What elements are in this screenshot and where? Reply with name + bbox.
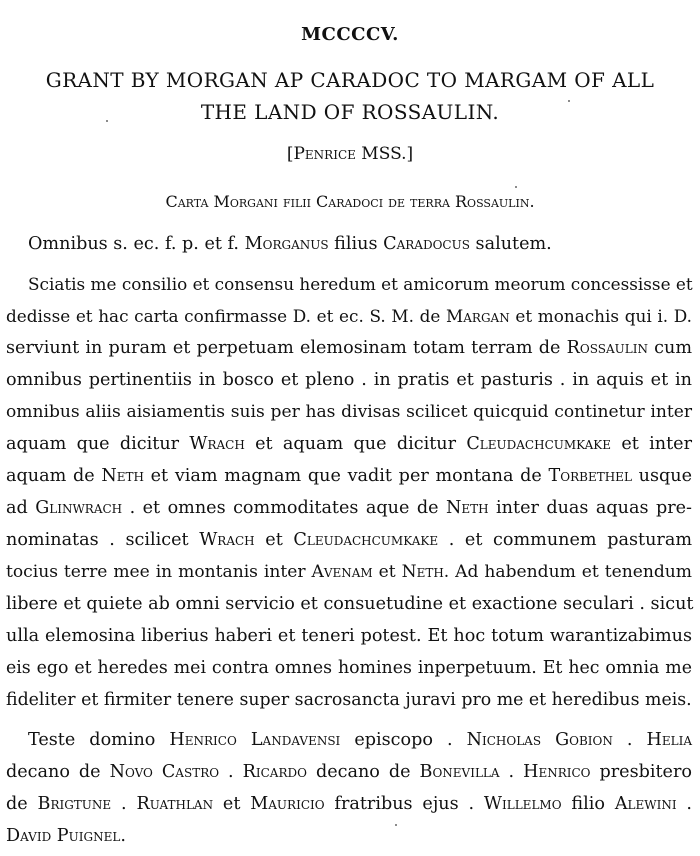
body-line-14: fideliter et firmiter tenere super sacrosancta juravi pro me et heredibus meis. xyxy=(6,690,692,710)
charter-subheading: Carta Morgani filii Caradoci de terra Rossaulin. xyxy=(165,192,535,211)
title-line-2: THE LAND OF ROSSAULIN. xyxy=(200,100,500,124)
body-line-8: ad Glinwrach . et omnes commoditates aque de Neth inter duas aquas pre- xyxy=(6,498,692,518)
title-line-1: GRANT BY MORGAN AP CARADOC TO MARGAM OF ALL xyxy=(45,68,655,92)
source-reference xyxy=(0,144,700,164)
witness-line-1: Teste domino Henrico Landavensi episcopo . Nicholas Gobion . Helia xyxy=(28,730,693,750)
body-line-4: omnibus pertinentiis in bosco et pleno . in pratis et pasturis . in aquis et in xyxy=(6,370,692,390)
body-line-11: libere et quiete ab omni servicio et consuetudine et exactione seculari . sicut xyxy=(6,594,694,614)
scan-speck xyxy=(395,824,397,826)
charter-number: MCCCCV. xyxy=(301,24,399,45)
salutation-line: Omnibus s. ec. f. p. et f. Morganus filius Caradocus salutem. xyxy=(28,234,552,254)
source-name: Penrice xyxy=(293,144,356,164)
scan-speck xyxy=(106,120,108,122)
body-line-7: aquam de Neth et viam magnam que vadit per montana de Torbethel usque xyxy=(6,466,692,486)
body-line-9: nominatas . scilicet Wrach et Cleudachcumkake . et communem pasturam xyxy=(6,530,692,550)
witness-line-2: decano de Novo Castro . Ricardo decano de Bonevilla . Henrico presbitero xyxy=(6,762,692,782)
scan-speck xyxy=(568,100,570,102)
witness-line-3: de Brigtune . Ruathlan et Mauricio fratribus ejus . Willelmo filio Alewini . xyxy=(6,794,692,814)
body-line-3: serviunt in puram et perpetuam elemosinam totam terram de Rossaulin cum xyxy=(6,338,692,358)
body-line-6: aquam que dicitur Wrach et aquam que dicitur Cleudachcumkake et inter xyxy=(6,434,692,454)
scan-speck xyxy=(515,186,517,188)
witness-line-4: David Puignel. xyxy=(6,826,126,846)
body-line-10: tocius terre mee in montanis inter Avenam et Neth. Ad habendum et tenendum xyxy=(6,562,692,582)
body-line-12: ulla elemosina liberius haberi et teneri potest. Et hoc totum warantizabimus xyxy=(6,626,692,646)
body-line-5: omnibus aliis aisiamentis suis per has divisas scilicet quicquid continetur inter xyxy=(6,402,692,422)
body-line-1: Sciatis me consilio et consensu heredum et amicorum meorum concessisse et xyxy=(28,274,693,294)
body-line-13: eis ego et heredes mei contra omnes homines inperpetuum. Et hec omnia me xyxy=(6,658,692,678)
source-bracket: [ xyxy=(286,144,294,164)
source-rest: MSS.] xyxy=(355,144,414,164)
body-line-2: dedisse et hac carta confirmasse D. et ec. S. M. de Margan et monachis qui i. D. xyxy=(6,306,692,326)
